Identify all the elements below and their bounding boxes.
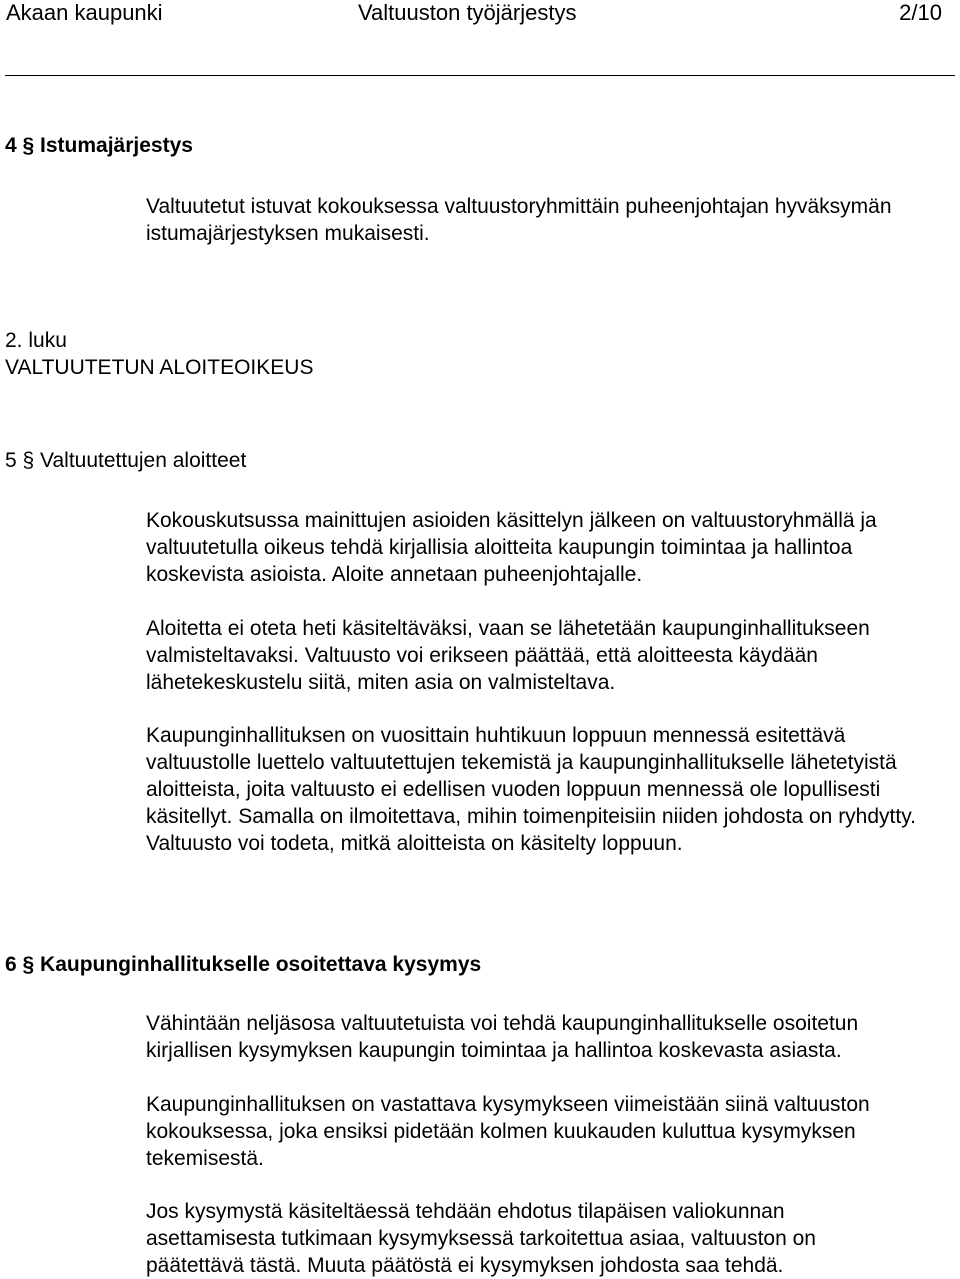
section-6-heading: 6 § Kaupunginhallitukselle osoitettava kysymys <box>5 953 482 976</box>
header-page-number: 2/10 <box>899 0 942 25</box>
section-5-paragraph-2 <box>146 615 946 696</box>
paragraph: Jos kysymystä käsiteltäessä tehdään ehdotus tilapäisen valiokunnan asettamisesta tutkimaan kysymyksessä tarkoitettua asiaa, valtuuston on päätettävä tästä. Muuta päätöstä ei kysymyksen johdosta saa tehdä. <box>146 1200 816 1277</box>
section-5-paragraph-1 <box>146 507 946 588</box>
section-5-paragraph-3 <box>146 722 936 857</box>
header-divider <box>5 75 955 76</box>
paragraph: Vähintään neljäsosa valtuutetuista voi tehdä kaupunginhallitukselle osoitetun kirjallisen kysymyksen kaupungin toimintaa ja hallintoa koskevasta asiasta. <box>146 1012 859 1062</box>
header-organization: Akaan kaupunki <box>6 0 163 25</box>
section-6-paragraph-3 <box>146 1198 906 1279</box>
chapter-title: VALTUUTETUN ALOITEOIKEUS <box>5 356 314 379</box>
chapter-number: 2. luku <box>5 329 67 352</box>
paragraph: Kaupunginhallituksen on vastattava kysymykseen viimeistään siinä valtuuston kokouksessa, joka ensiksi pidetään kolmen kuukauden kuluttua kysymyksen tekemisestä. <box>146 1093 870 1170</box>
paragraph: Valtuutetut istuvat kokouksessa valtuustoryhmittäin puheenjohtajan hyväksymän istumajärjestyksen mukaisesti. <box>146 195 892 245</box>
paragraph: Kaupunginhallituksen on vuosittain huhtikuun loppuun mennessä esitettävä valtuustolle luettelo valtuutettujen tekemistä ja kaupunginhallitukselle lähetetyistä aloitteista, joita valtuusto ei edellisen vuoden loppuun mennessä ole lopullisesti käsitellyt. Samalla on ilmoitettava, mihin toimenpiteisiin niiden johdosta on ryhdytty. Valtuusto voi todeta, mitkä aloitteista on käsitelty loppuun. <box>146 724 916 855</box>
paragraph: Kokouskutsussa mainittujen asioiden käsittelyn jälkeen on valtuustoryhmällä ja valtuutetulla oikeus tehdä kirjallisia aloitteita kaupungin toimintaa ja hallintoa koskevista asioista. Aloite annetaan puheenjohtajalle. <box>146 509 877 586</box>
section-4-heading: 4 § Istumajärjestys <box>5 134 193 157</box>
section-6-paragraph-2 <box>146 1091 936 1172</box>
paragraph: Aloitetta ei oteta heti käsiteltäväksi, vaan se lähetetään kaupunginhallitukseen valmisteltavaksi. Valtuusto voi erikseen päättää, että aloitteesta käydään lähetekeskustelu siitä, miten asia on valmisteltava. <box>146 617 870 694</box>
section-6-paragraph-1 <box>146 1010 936 1064</box>
section-5-heading: 5 § Valtuutettujen aloitteet <box>5 449 247 472</box>
header-document-title: Valtuuston työjärjestys <box>358 0 577 25</box>
section-4-body <box>146 193 906 247</box>
